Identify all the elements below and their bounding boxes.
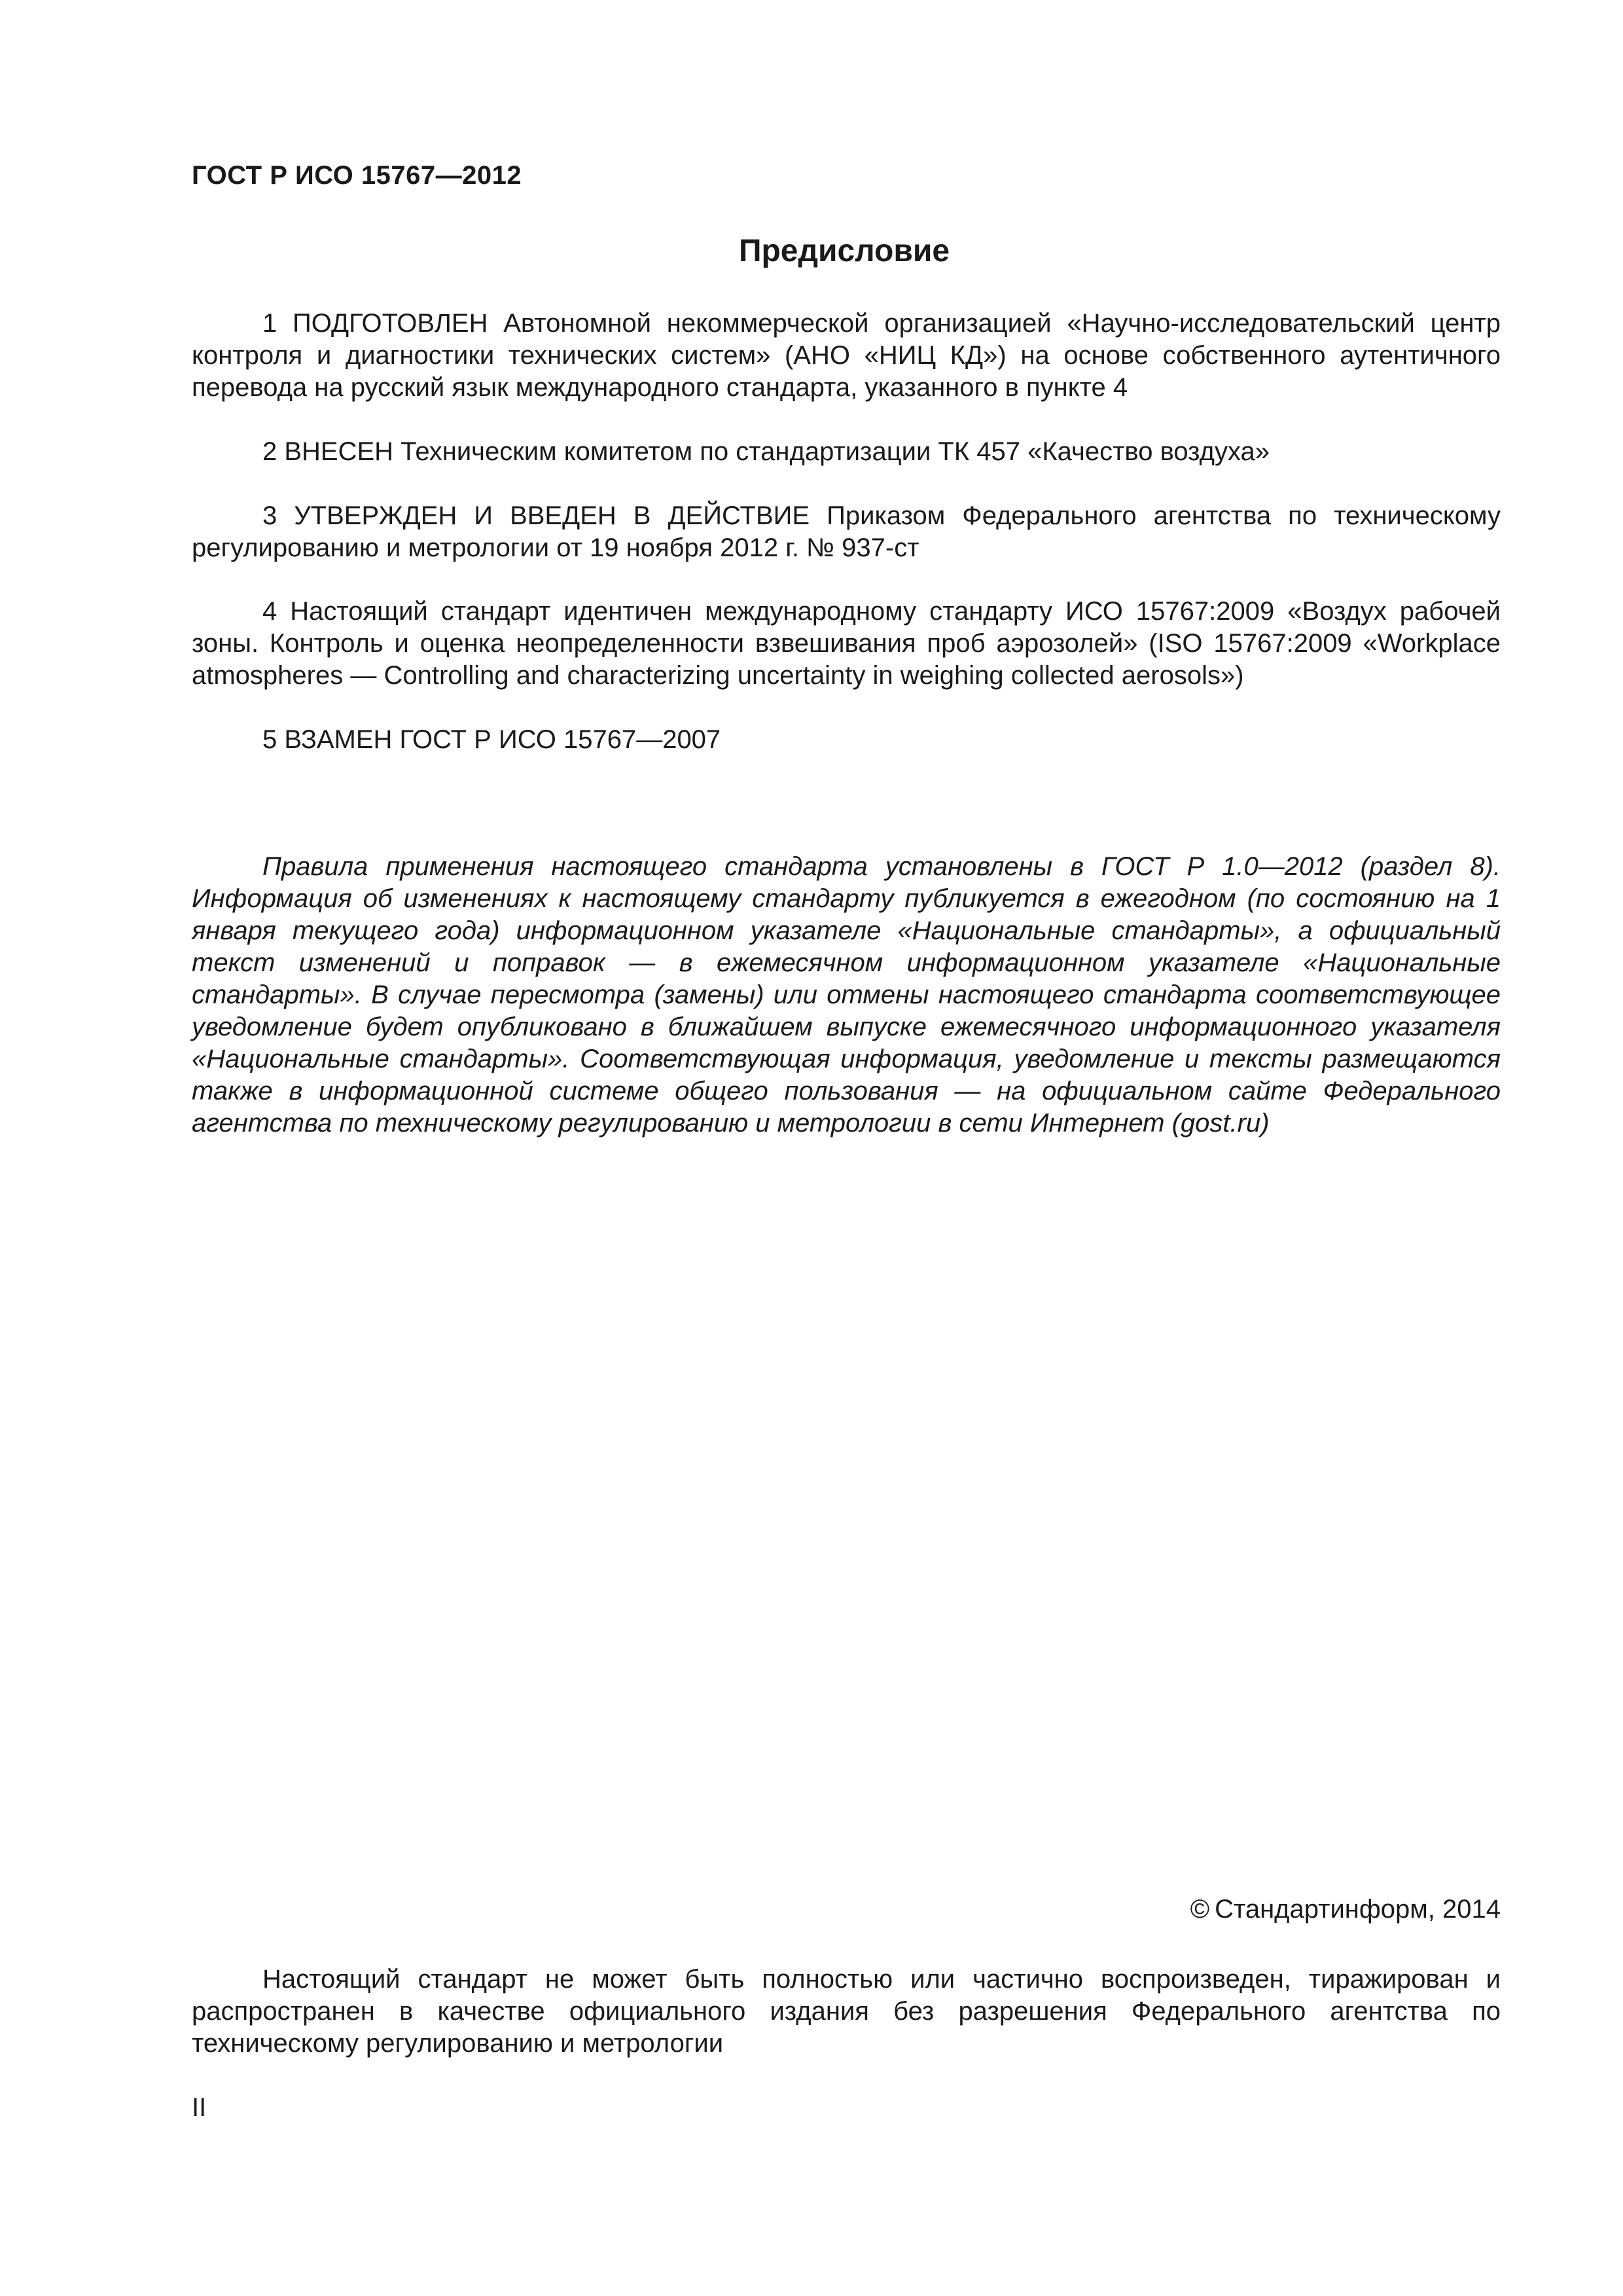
page-number: II	[192, 2093, 207, 2122]
preface-item-3	[192, 500, 1501, 564]
preface-item-1	[192, 308, 1501, 404]
preface-item-text: 2 ВНЕСЕН Техническим комитетом по стандартизации ТК 457 «Качество воздуха»	[262, 437, 1270, 466]
preface-item-text: 1 ПОДГОТОВЛЕН Автономной некоммерческой организацией «Научно-исследовательский центр контроля и диагностики технических систем» (АНО «НИЦ КД») на основе собственного аутентичного перевода на русский язык международного стандарта, указанного в пункте 4	[192, 309, 1501, 402]
preface-item-text: 4 Настоящий стандарт идентичен международному стандарту ИСО 15767:2009 «Воздух рабочей зоны. Контроль и оценка неопределенности взвешивания проб аэрозолей» (ISO 15767:2009 «Workplace atmospheres — Controlling and characterizing uncertainty in weighing collected aerosols»)	[192, 597, 1501, 690]
application-rules-notice: Правила применения настоящего стандарта установлены в ГОСТ Р 1.0—2012 (раздел 8). Информация об изменениях к настоящему стандарту публикуется в ежегодном (по состоянию на 1 января текущего года) информационном указателе «Национальные стандарты», а официальный текст изменений и поправок — в ежемесячном информационном указателе «Национальные стандарты». В случае пересмотра (замены) или отмены настоящего стандарта соответствующее уведомление будет опубликовано в ближайшем выпуске ежемесячного информационного указателя «Национальные стандарты». Соответствующая информация, уведомление и тексты размещаются также в информационной системе общего пользования — на официальном сайте Федерального агентства по техническому регулированию и метрологии в сети Интернет (gost.ru)	[192, 852, 1501, 1138]
preface-item-2	[192, 436, 1501, 468]
copyright-line	[1190, 1893, 1501, 1926]
preface-item-4	[192, 596, 1501, 692]
reproduction-notice: Настоящий стандарт не может быть полностью или частично воспроизведен, тиражирован и распространен в качестве официального издания без разрешения Федерального агентства по техническому регулированию и метрологии	[192, 1965, 1501, 2058]
document-code-header: ГОСТ Р ИСО 15767—2012	[192, 161, 522, 190]
preface-item-text: 3 УТВЕРЖДЕН И ВВЕДЕН В ДЕЙСТВИЕ Приказом Федерального агентства по техническому регулированию и метрологии от 19 ноября 2012 г. № 937-ст	[192, 501, 1501, 562]
copyright-icon: ©	[1190, 1895, 1210, 1924]
preface-item-5	[192, 724, 1501, 756]
preface-item-text: 5 ВЗАМЕН ГОСТ Р ИСО 15767—2007	[262, 725, 721, 754]
copyright-text: Стандартинформ, 2014	[1215, 1895, 1501, 1924]
page-title: Предисловие	[738, 234, 950, 268]
